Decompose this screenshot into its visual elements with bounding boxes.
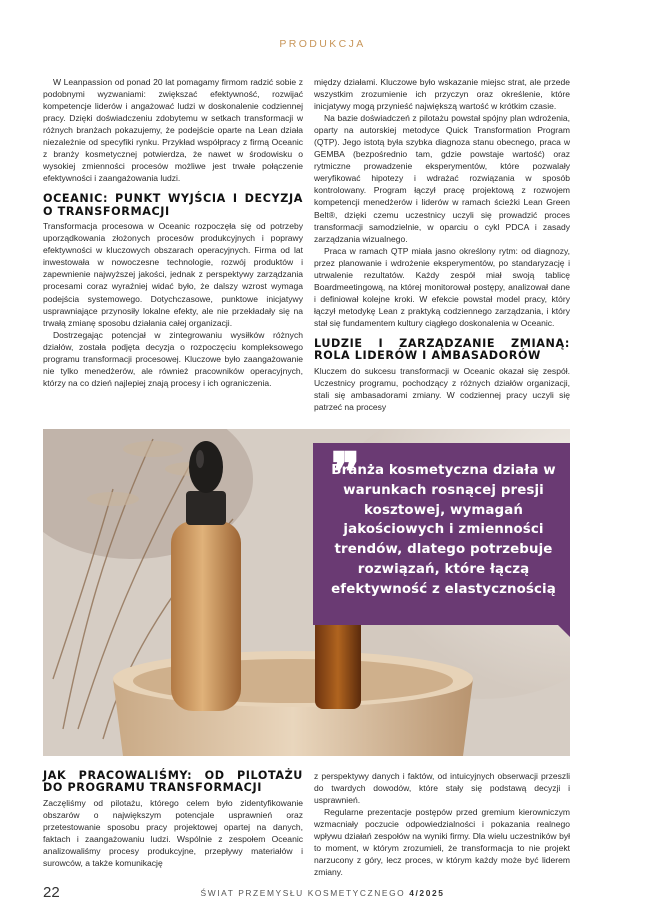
paragraph: z perspektywy danych i faktów, od intuicyjnych obserwacji przeszli do twardych dowodów, które stały się podstawą decyzji i usprawnień. (314, 771, 570, 806)
footer (0, 884, 645, 902)
magazine-title (0, 888, 645, 898)
quote-mark-icon: ❞ (331, 440, 361, 504)
paragraph: Zaczęliśmy od pilotażu, którego celem było zidentyfikowanie obszarów o największym potencjale usprawnień oraz przetestowanie sposobu pracy projektowej opartej na danych, faktach i zaangażowaniu ludzi. Wspólnie z zespołem Oceanic analizowaliśmy procesy produkcyjne, przepływy materiałów i surowców, a także komunikację (43, 797, 303, 869)
column-3 (43, 770, 303, 869)
column-4 (314, 770, 570, 878)
magazine-name: ŚWIAT PRZEMYSŁU KOSMETYCZNEGO (200, 888, 406, 898)
paragraph: Transformacja procesowa w Oceanic rozpoczęła się od potrzeby uporządkowania złożonych procesów produkcyjnych i poprawy efektywności w kluczowych obszarach operacyjnych. Firma od lat inwestowała w nowoczesne technologie, rozwój produktów i zapewnienie najwyższej jakości, jednak z perspektywy zarządzania procesami coraz wyraźniej widać było, że dalszy wzrost wymaga podejścia systemowego. Dotychczasowe, punktowe inicjatywy usprawniające przynosiły lokalne efekty, ale nie przekładały się na trwałą zmianę sposobu działania całej organizacji. (43, 221, 303, 328)
paragraph: Dostrzegając potencjał w zintegrowaniu wysiłków różnych działów, została podjęta decyzja o rozpoczęciu kompleksowego programu transformacji procesowej. Kluczowe było zaangażowanie nie tylko menedżerów, ale również pracowników operacyjnych, którzy na co dzień najlepiej znają procesy i ich ograniczenia. (43, 329, 303, 388)
section-label: PRODUKCJA (279, 38, 366, 50)
column-1 (43, 76, 303, 389)
intro-paragraph: W Leanpassion od ponad 20 lat pomagamy firmom radzić sobie z podobnymi wyzwaniami: zwiększać efektywność, rozwijać kompetencje liderów i angażować ludzi w doskonalenie codziennej pracy. Dzięki doświadczeniu zdobytemu w setkach transformacji w różnych branżach pokazujemy, że podejście oparte na Lean działa niezależnie od specyfiki rynku. Przykład współpracy z firmą Oceanic z branży kosmetycznej potwierdza, że nawet w środowisku o wysokiej zmienności procesów możliwe jest trwałe połączenie efektywności i zaangażowania ludzi. (43, 77, 303, 184)
paragraph: Regularne prezentacje postępów przed gremium kierowniczym wzmacniały poczucie odpowiedzialności i pokazania realnego wpływu działań zespołów na wyniki firmy. Dla wielu uczestników był to moment, w którym zrozumieli, że transformacja to nie projekt narzucony z góry, lecz proces, w którym każdy może być liderem zmiany. (314, 807, 570, 878)
pull-quote (313, 440, 570, 625)
paragraph: Kluczem do sukcesu transformacji w Oceanic okazał się zespół. Uczestnicy programu, pochodzący z różnych działów organizacji, stali się ambasadorami zmiany. W codziennej pracy uczyli się patrzeć na procesy (314, 365, 570, 412)
paragraph: Na bazie doświadczeń z pilotażu powstał spójny plan wdrożenia, oparty na autorskiej metodyce Quick Transformation Program (QTP). Jego istotą była szybka diagnoza stanu obecnego, praca w GEMBA (bezpośrednio tam, gdzie powstaje wartość) oraz rytmiczne prowadzenie eksperymentów, które pozwalały weryfikować hipotezy i wdrażać rozwiązania w sposób kontrolowany. Program łączył pracę projektową z rozwojem kompetencji menedżerów i liderów w ramach ścieżki Lean Green Belt®, dzięki czemu uczestnicy uczyli się prowadzić proces transformacji samodzielnie, w oparciu o cykl PDCA i zasady zarządzania wizualnego. (314, 113, 570, 244)
quote-tail (558, 625, 570, 637)
paragraph: Praca w ramach QTP miała jasno określony rytm: od diagnozy, przez planowanie i wdrożenie eksperymentów, po standaryzację i utrwalenie rezultatów. Każdy zespół miał swoją tablicę Boardmeetingową, na której monitorował postępy, analizował dane i definiował kolejne kroki. W efekcie powstał model pracy, który łączył metodykę Lean z praktyką codziennego zarządzania, i który stał się fundamentem kultury ciągłego doskonalenia w Oceanic. (314, 245, 570, 328)
heading-people: LUDZIE I ZARZĄDZANIE ZMIANĄ: ROLA LIDERÓW I AMBASADORÓW (314, 336, 570, 363)
issue-number: 4/2025 (409, 888, 445, 898)
heading-oceanic: OCEANIC: PUNKT WYJŚCIA I DECYZJA O TRANSFORMACJI (43, 192, 303, 218)
pull-quote-text: Branża kosmetyczna działa w warunkach rosnącej presji kosztowej, wymagań jakościowych i zmienności trendów, dlatego potrzebuje rozwiązań, które łączą efektywność z elastycznością (331, 463, 556, 597)
paragraph: między działami. Kluczowe było wskazanie miejsc strat, ale przede wszystkim zrozumienie ich przyczyn oraz określenie, które inicjatywy mogą przynieść największą wartość w krótkim czasie. (314, 77, 570, 112)
page-number: 22 (43, 884, 60, 901)
heading-how-we-worked: JAK PRACOWALIŚMY: OD PILOTAŻU DO PROGRAMU TRANSFORMACJI (43, 769, 303, 795)
column-2 (314, 76, 570, 413)
